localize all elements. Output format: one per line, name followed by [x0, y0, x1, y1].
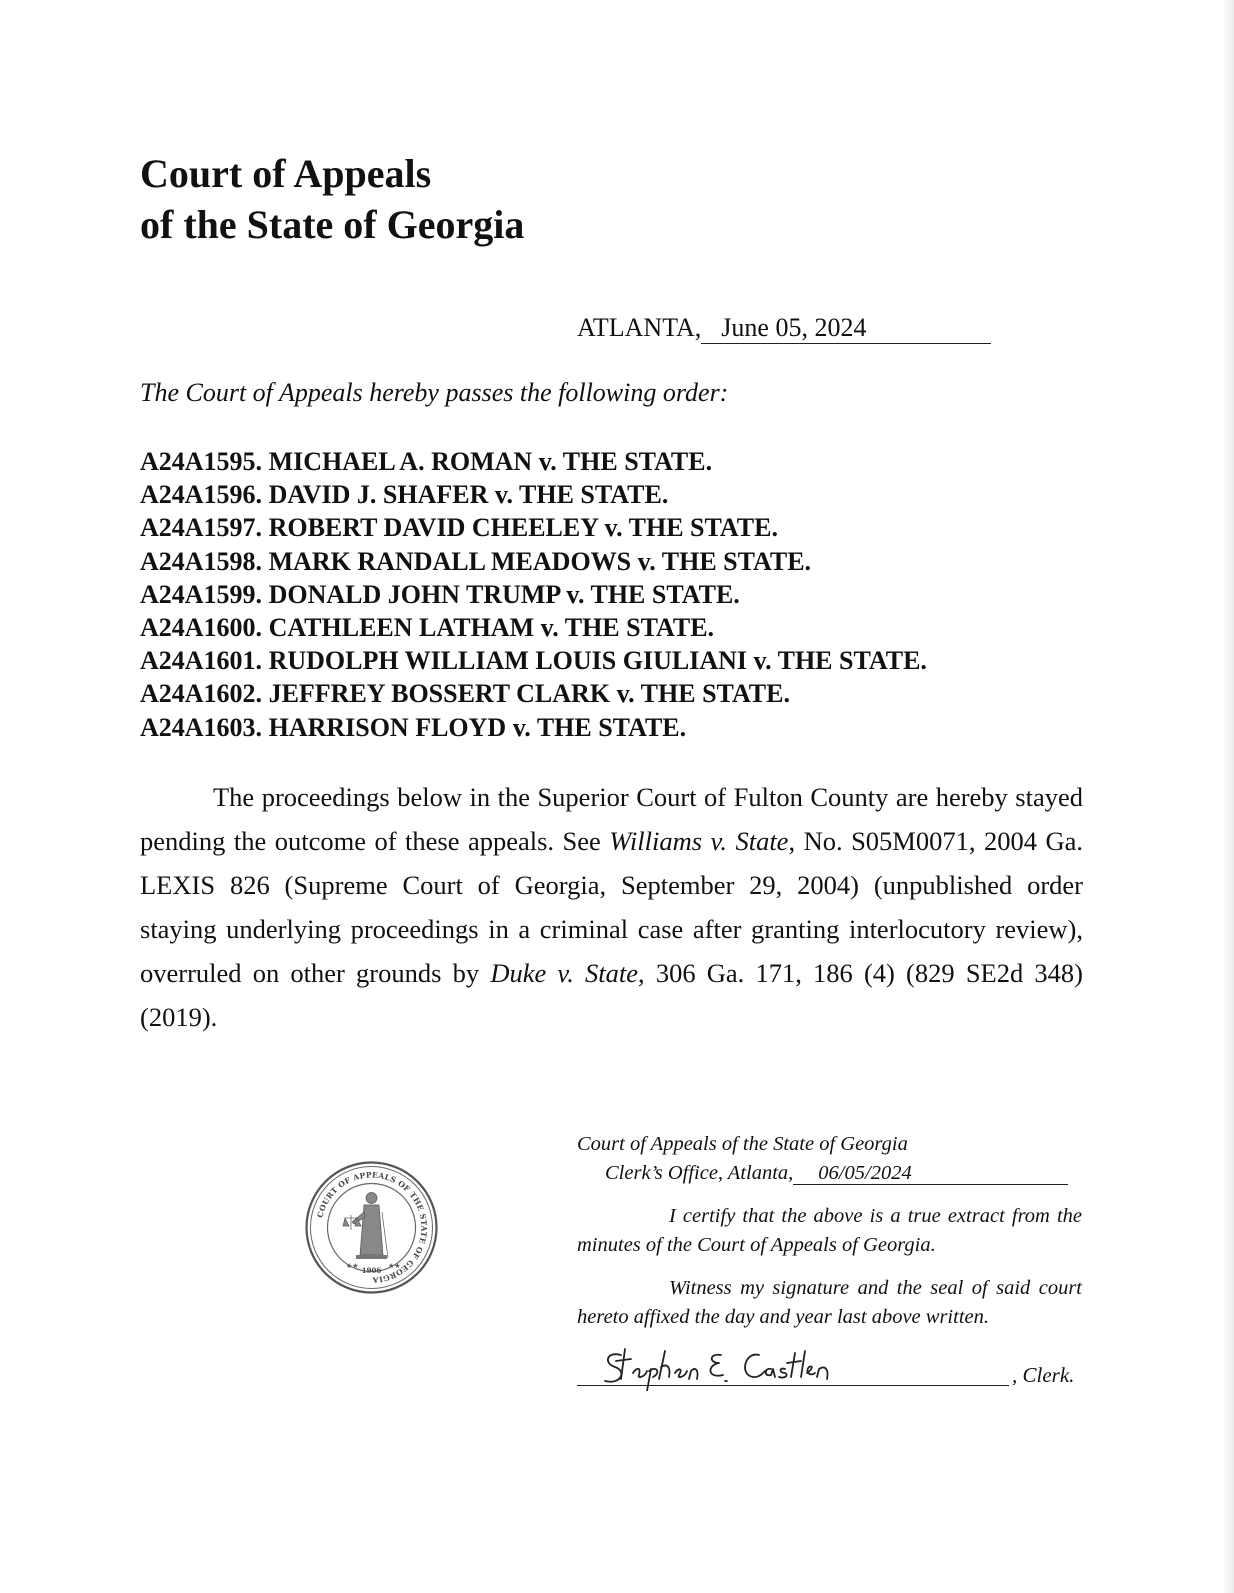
case-item	[140, 545, 927, 578]
case-versus: v.	[512, 712, 531, 742]
order-body	[140, 775, 1083, 1039]
case-respondent: THE STATE.	[562, 447, 713, 476]
cert-date: 06/05/2024	[793, 1162, 1068, 1185]
case-number: A24A1602.	[140, 679, 263, 709]
case-versus: v.	[540, 613, 559, 643]
dateline-date: June 05, 2024	[701, 313, 991, 344]
case-number: A24A1603.	[140, 712, 263, 742]
citation-williams: Williams v. State	[609, 826, 789, 856]
case-respondent: THE STATE.	[519, 480, 669, 510]
case-item	[140, 611, 927, 644]
case-number: A24A1599.	[140, 579, 263, 609]
dateline	[577, 311, 991, 345]
seal-year: 1906	[361, 1266, 382, 1275]
case-number: A24A1601.	[140, 646, 263, 676]
clerk-signature	[599, 1345, 839, 1391]
court-title-line1: Court of Appeals	[140, 151, 432, 196]
clerk-certificate	[577, 1130, 1082, 1332]
cert-office: Clerk’s Office, Atlanta,	[605, 1162, 794, 1184]
svg-text:★★: ★★	[346, 1262, 359, 1270]
case-respondent: THE STATE.	[640, 679, 790, 709]
order-body-part1: The proceedings below in the Superior Court of Fulton County are hereby stayed pending the outcome of these appeals. See	[140, 782, 1083, 856]
case-versus: v.	[616, 679, 635, 709]
case-party: MICHAEL A. ROMAN	[268, 447, 533, 476]
court-seal-icon	[304, 1160, 439, 1295]
case-versus: v.	[566, 579, 585, 609]
case-respondent: THE STATE.	[661, 546, 812, 576]
case-versus: v.	[637, 546, 656, 576]
case-versus: v.	[494, 480, 513, 510]
case-list	[140, 445, 927, 744]
order-intro: The Court of Appeals hereby passes the following order:	[140, 378, 729, 407]
case-item	[140, 478, 927, 511]
dateline-city: ATLANTA,	[577, 313, 702, 342]
case-item	[140, 511, 927, 544]
case-respondent: THE STATE.	[628, 513, 778, 543]
case-number: A24A1595.	[140, 447, 263, 476]
citation-duke: Duke v. State	[490, 958, 639, 988]
case-party: DONALD JOHN TRUMP	[268, 579, 560, 609]
case-item	[140, 644, 927, 677]
case-party: HARRISON FLOYD	[268, 712, 507, 742]
order-body-part3: , 306 Ga. 171, 186 (4) (829 SE2d 348) (2019).	[140, 958, 1084, 1032]
case-number: A24A1596.	[140, 480, 263, 510]
cert-office-line	[577, 1159, 1082, 1188]
case-number: A24A1597.	[140, 513, 263, 543]
case-party: RUDOLPH WILLIAM LOUIS GIULIANI	[268, 646, 747, 676]
case-party: MARK RANDALL MEADOWS	[268, 546, 632, 576]
cert-statement: I certify that the above is a true extract from the minutes of the Court of Appeals of Georgia.	[577, 1205, 1082, 1256]
case-item	[140, 677, 927, 710]
court-title	[140, 148, 524, 250]
case-versus: v.	[604, 513, 623, 543]
case-party: ROBERT DAVID CHEELEY	[268, 513, 599, 543]
case-number: A24A1598.	[140, 546, 263, 576]
svg-text:★★: ★★	[388, 1262, 401, 1270]
case-respondent: THE STATE.	[564, 613, 715, 643]
case-respondent: THE STATE.	[777, 646, 927, 676]
page-edge-shadow	[1222, 0, 1234, 1593]
case-party: DAVID J. SHAFER	[268, 480, 489, 510]
case-party: CATHLEEN LATHAM	[268, 613, 535, 643]
cert-witness: Witness my signature and the seal of said court hereto affixed the day and year last above written.	[577, 1277, 1082, 1328]
seal-text: COURT OF APPEALS OF THE STATE OF GEORGIA	[315, 1170, 429, 1285]
case-respondent: THE STATE.	[590, 579, 740, 609]
case-versus: v.	[753, 646, 772, 676]
case-number: A24A1600.	[140, 613, 263, 643]
court-title-line2: of the State of Georgia	[140, 202, 525, 247]
case-party: JEFFREY BOSSERT CLARK	[268, 679, 611, 709]
case-versus: v.	[538, 447, 557, 476]
case-item	[140, 711, 927, 744]
case-item	[140, 578, 927, 611]
clerk-label: , Clerk.	[1012, 1363, 1075, 1387]
order-body-part2: , No. S05M0071, 2004 Ga. LEXIS 826 (Supreme Court of Georgia, September 29, 2004) (unpublished order staying underlying proceedings in a criminal case after granting interlocutory review), overruled on other grounds by	[140, 826, 1083, 988]
signature-block	[577, 1355, 1087, 1395]
case-respondent: THE STATE.	[536, 712, 687, 742]
cert-court: Court of Appeals of the State of Georgia	[577, 1133, 908, 1155]
case-item	[140, 445, 927, 478]
